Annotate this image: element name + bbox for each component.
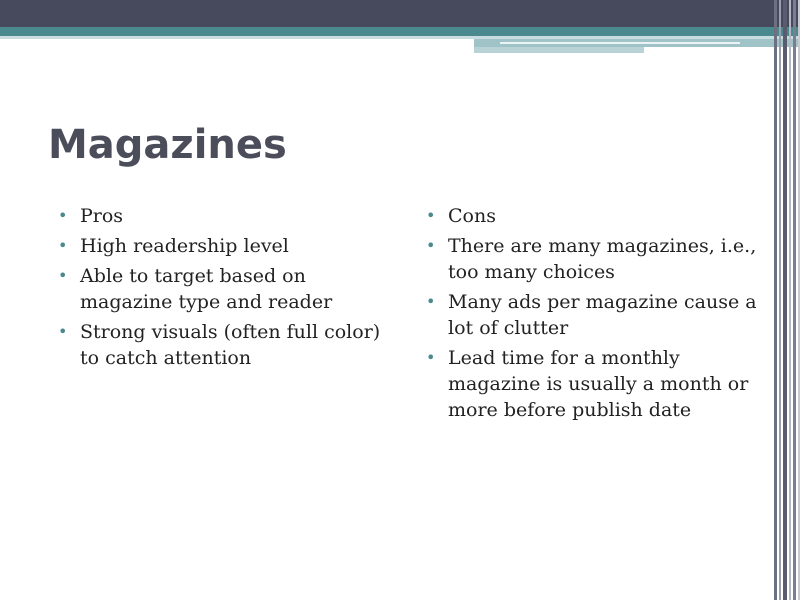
list-item-text: Able to target based on magazine type and reader: [80, 265, 333, 313]
list-item-text: Lead time for a monthly magazine is usually a month or more before publish date: [448, 347, 749, 421]
list-item-text: Many ads per magazine cause a lot of clutter: [448, 291, 757, 339]
list-item: [58, 319, 388, 371]
cons-list: [426, 203, 766, 427]
edge-stripe: [793, 0, 796, 600]
list-item: [426, 233, 766, 285]
list-item-text: Pros: [80, 205, 124, 227]
list-item-text: High readership level: [80, 235, 289, 257]
edge-stripe: [789, 0, 791, 600]
edge-stripe: [779, 0, 781, 600]
bullet-icon: •: [426, 292, 436, 311]
bullet-icon: •: [58, 236, 68, 255]
list-item: [426, 289, 766, 341]
header-accent-bar-lower: [474, 47, 644, 53]
list-item-text: There are many magazines, i.e., too many choices: [448, 235, 757, 283]
bullet-icon: •: [426, 236, 436, 255]
header-band-teal: [0, 27, 800, 36]
edge-stripe: [774, 0, 777, 600]
list-item-text: Strong visuals (often full color) to catch attention: [80, 321, 381, 369]
slide-title: Magazines: [48, 122, 287, 168]
header-accent-line: [500, 42, 740, 44]
bullet-icon: •: [426, 348, 436, 367]
list-item: [58, 203, 388, 229]
bullet-icon: •: [58, 266, 68, 285]
pros-list: [58, 203, 388, 375]
edge-stripe: [783, 0, 787, 600]
right-edge-stripes: [774, 0, 800, 600]
header-band-dark: [0, 0, 800, 27]
list-item-text: Cons: [448, 205, 496, 227]
list-item: [58, 263, 388, 315]
list-item: [58, 233, 388, 259]
list-item: [426, 345, 766, 423]
list-item: [426, 203, 766, 229]
bullet-icon: •: [58, 322, 68, 341]
bullet-icon: •: [426, 206, 436, 225]
bullet-icon: •: [58, 206, 68, 225]
